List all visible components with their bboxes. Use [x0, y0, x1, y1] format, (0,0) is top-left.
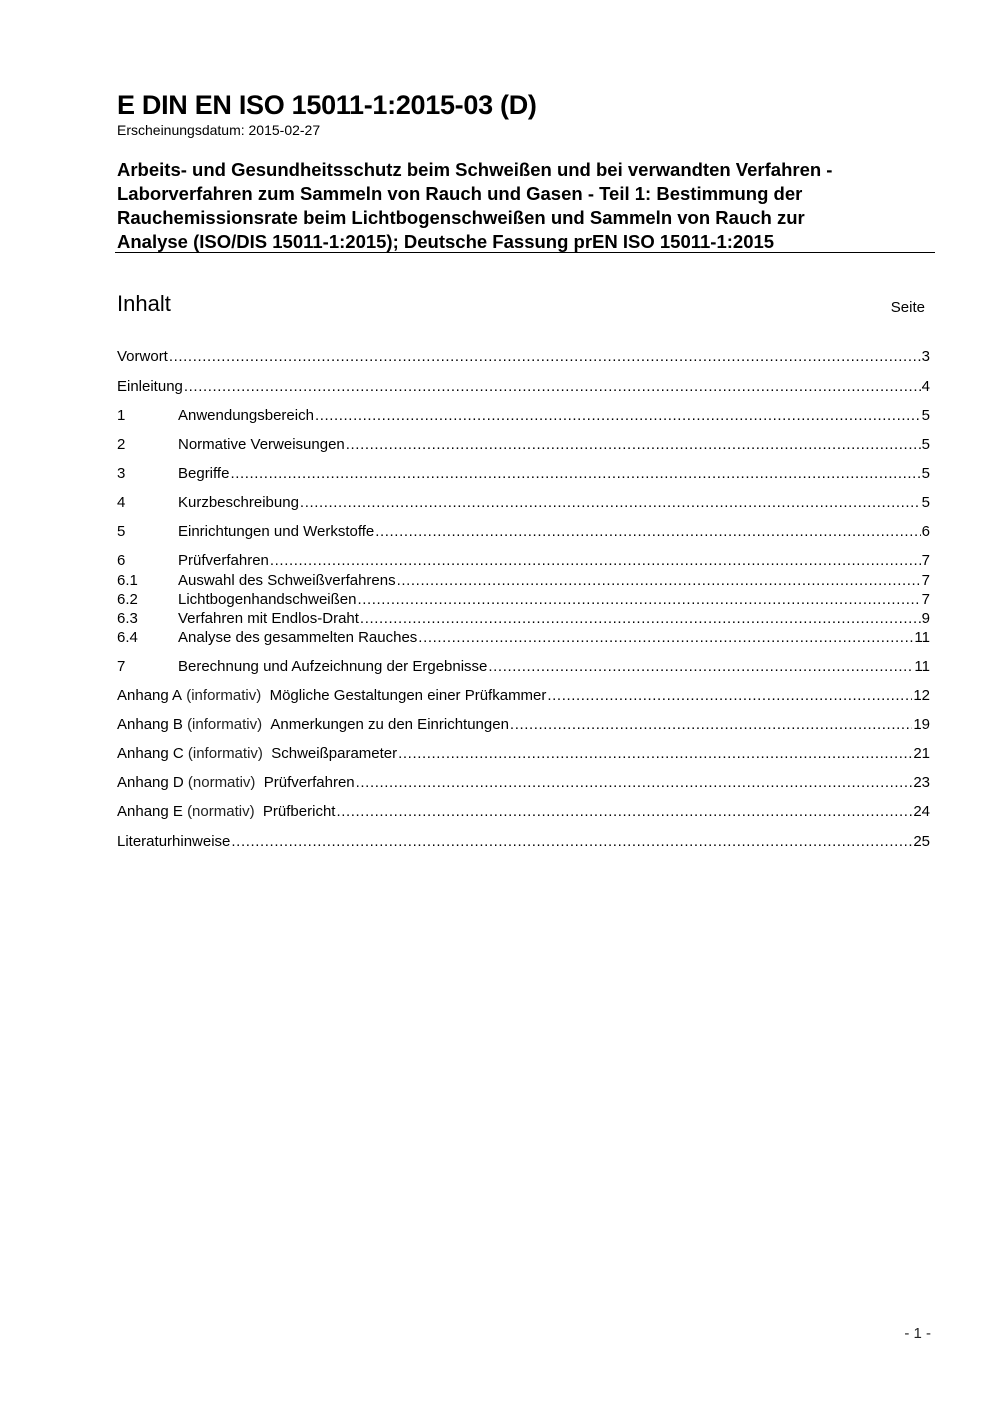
section-title: Einrichtungen und Werkstoffe — [178, 523, 375, 540]
toc-entry[interactable] — [117, 628, 930, 648]
toc-entry[interactable] — [117, 590, 930, 610]
toc-entry[interactable] — [117, 522, 930, 542]
page-reference: 21 — [913, 745, 930, 762]
annex-designation — [117, 773, 264, 793]
toc-entry[interactable] — [117, 609, 930, 629]
section-number: 2 — [117, 436, 126, 453]
annex-kind: (informativ) — [186, 687, 262, 704]
section-number: 6.3 — [117, 610, 138, 627]
dot-leader — [510, 715, 912, 735]
toc-entry[interactable] — [117, 377, 930, 397]
toc-entry[interactable] — [117, 657, 930, 677]
section-title: Kurzbeschreibung — [178, 494, 299, 511]
toc-entry[interactable] — [117, 744, 930, 764]
page-reference: 7 — [921, 591, 930, 608]
dot-leader — [357, 590, 920, 610]
title-line: Laborverfahren zum Sammeln von Rauch und Gasen - Teil 1: Bestimmung der — [117, 183, 803, 204]
dot-leader — [336, 802, 912, 822]
section-number: 6 — [117, 552, 126, 569]
toc-entry[interactable] — [117, 832, 930, 852]
section-title: Analyse des gesammelten Rauches — [178, 629, 418, 646]
dot-leader — [184, 377, 921, 397]
annex-prefix: Anhang E — [117, 803, 183, 820]
annex-designation — [117, 802, 263, 822]
page-reference: 9 — [921, 610, 930, 627]
toc-entry[interactable] — [117, 347, 930, 367]
section-title: Einleitung — [117, 378, 183, 395]
toc-entry[interactable] — [117, 773, 930, 793]
section-number: 6.2 — [117, 591, 138, 608]
annex-kind: (informativ) — [187, 716, 263, 733]
annex-designation — [117, 715, 270, 735]
toc-entry[interactable] — [117, 464, 930, 484]
page-reference: 3 — [921, 348, 930, 365]
section-number: 6.1 — [117, 572, 138, 589]
section-title: Anwendungsbereich — [178, 407, 314, 424]
section-number: 7 — [117, 658, 126, 675]
dot-leader — [270, 551, 921, 571]
dot-leader — [356, 773, 913, 793]
page-reference: 5 — [921, 436, 930, 453]
toc-entry[interactable] — [117, 493, 930, 513]
title-line: Rauchemissionsrate beim Lichtbogenschweißen und Sammeln von Rauch zur — [117, 207, 805, 228]
dot-leader — [300, 493, 921, 513]
dot-leader — [398, 744, 912, 764]
publication-date: Erscheinungsdatum: 2015-02-27 — [117, 122, 321, 138]
document-id: E DIN EN ISO 15011-1:2015-03 (D) — [117, 90, 537, 120]
annex-kind: (normativ) — [187, 803, 255, 820]
section-number: 4 — [117, 494, 126, 511]
toc-heading: Inhalt — [117, 291, 171, 316]
section-title: Begriffe — [178, 465, 230, 482]
document-title — [117, 158, 927, 254]
annex-kind: (normativ) — [187, 774, 256, 791]
section-title: Auswahl des Schweißverfahrens — [178, 572, 396, 589]
section-title: Literaturhinweise — [117, 833, 231, 850]
toc-entry[interactable] — [117, 435, 930, 455]
title-line: Arbeits- und Gesundheitsschutz beim Schweißen und bei verwandten Verfahren - — [117, 159, 833, 180]
dot-leader — [360, 609, 921, 629]
dot-leader — [375, 522, 920, 542]
annex-prefix: Anhang C — [117, 745, 184, 762]
annex-prefix: Anhang D — [117, 774, 184, 791]
section-title: Vorwort — [117, 348, 168, 365]
dot-leader — [169, 347, 921, 367]
dot-leader — [547, 686, 912, 706]
page-reference: 6 — [921, 523, 930, 540]
page-reference: 24 — [913, 803, 930, 820]
title-divider — [115, 252, 935, 253]
toc-entry[interactable] — [117, 406, 930, 426]
section-title: Prüfverfahren — [263, 774, 355, 791]
title-line: Analyse (ISO/DIS 15011-1:2015); Deutsche Fassung prEN ISO 15011-1:2015 — [117, 231, 775, 252]
dot-leader — [346, 435, 921, 455]
page-reference: 11 — [914, 658, 930, 675]
toc-entry[interactable] — [117, 802, 930, 822]
section-title: Lichtbogenhandschweißen — [178, 591, 357, 608]
annex-designation — [117, 686, 270, 706]
dot-leader — [418, 628, 913, 648]
page-reference: 7 — [921, 572, 930, 589]
page-reference: 11 — [914, 629, 930, 646]
page-reference: 4 — [921, 378, 930, 395]
dot-leader — [488, 657, 913, 677]
section-title: Prüfbericht — [262, 803, 336, 820]
toc-entry[interactable] — [117, 715, 930, 735]
toc-entry[interactable] — [117, 551, 930, 571]
section-title: Berechnung und Aufzeichnung der Ergebnisse — [178, 658, 488, 675]
dot-leader — [397, 571, 921, 591]
page-reference: 12 — [913, 687, 930, 704]
dot-leader — [231, 832, 912, 852]
toc-entry[interactable] — [117, 686, 930, 706]
page-reference: 5 — [921, 407, 930, 424]
dot-leader — [230, 464, 920, 484]
annex-prefix: Anhang B — [117, 716, 183, 733]
section-number: 1 — [117, 407, 126, 424]
page-number: - 1 - — [904, 1325, 931, 1342]
section-title: Mögliche Gestaltungen einer Prüfkammer — [269, 687, 547, 704]
page-reference: 5 — [921, 494, 930, 511]
annex-designation — [117, 744, 271, 764]
section-number: 6.4 — [117, 629, 138, 646]
annex-kind: (informativ) — [187, 745, 263, 762]
section-title: Anmerkungen zu den Einrichtungen — [270, 716, 509, 733]
page-reference: 25 — [913, 833, 930, 850]
section-number: 3 — [117, 465, 126, 482]
toc-entry[interactable] — [117, 571, 930, 591]
section-title: Normative Verweisungen — [178, 436, 345, 453]
toc-page-column-label: Seite — [890, 299, 925, 316]
page-reference: 19 — [913, 716, 930, 733]
section-title: Verfahren mit Endlos-Draht — [178, 610, 359, 627]
page-reference: 5 — [921, 465, 930, 482]
section-title: Schweißparameter — [271, 745, 398, 762]
dot-leader — [315, 406, 921, 426]
section-number: 5 — [117, 523, 126, 540]
annex-prefix: Anhang A — [117, 687, 183, 704]
page-reference: 23 — [913, 774, 930, 791]
section-title: Prüfverfahren — [178, 552, 269, 569]
page-reference: 7 — [921, 552, 930, 569]
